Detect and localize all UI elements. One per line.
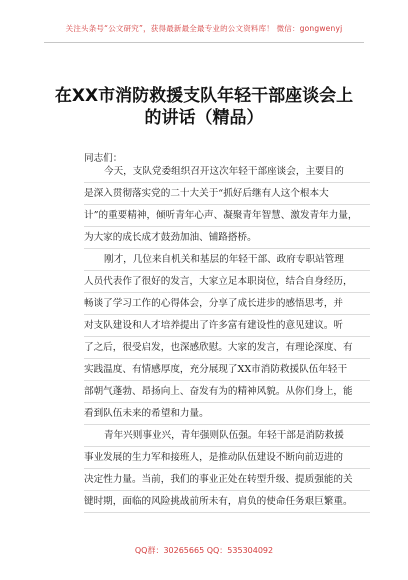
body-line [84, 468, 370, 491]
header-banner [44, 20, 364, 43]
body-line [84, 336, 370, 359]
body-line [84, 248, 370, 271]
body-line [84, 204, 370, 227]
body-line-text: 人员代表作了很好的发言，大家立足本职岗位，结合自身经历， [84, 276, 353, 287]
body-line [84, 182, 370, 205]
body-line [84, 358, 370, 381]
header-banner-text: 关注头条号“公文研究”，获得最新最全最专业的公文资料库！ 微信：gongwenyj [65, 24, 343, 33]
body-line-text: 实践温度、有情感厚度，充分展现了XX市消防救援队伍年轻干 [84, 364, 348, 375]
body-line-text: 畅谈了学习工作的心得体会，分享了成长进步的感悟思考，并 [84, 298, 344, 309]
body-line-text: 计”的重要精神，倾听青年心声、凝聚青年智慧、激发青年力量， [84, 210, 358, 221]
body-line-text: 部朝气蓬勃、昂扬向上、奋发有为的精神风貌。从你们身上，能 [84, 386, 353, 397]
body-line [84, 292, 370, 315]
body-line-text: 青年兴则事业兴，青年强则队伍强。年轻干部是消防救援 [104, 430, 344, 441]
body-line [84, 380, 370, 403]
body-line-text: 决定性力量。当前，我们的事业正处在转型升级、提质强能的关 [84, 474, 353, 485]
body-line-text: 为大家的成长成才鼓劲加油、铺路搭桥。 [84, 232, 257, 243]
body-line [84, 160, 370, 183]
body-line [84, 314, 370, 337]
body-line [84, 226, 370, 249]
body-line-text: 看到队伍未来的希望和力量。 [84, 408, 209, 419]
document-title-line-1: 在XX市消防救援支队年轻干部座谈会上 [54, 86, 354, 106]
body-line-text: 刚才，几位来自机关和基层的年轻干部、政府专职站管理 [104, 254, 344, 265]
body-line-text: 今天，支队党委组织召开这次年轻干部座谈会，主要目的 [104, 166, 344, 177]
body-line [84, 490, 370, 513]
body-line-text: 是深入贯彻落实党的二十大关于“抓好后继有人这个根本大 [84, 188, 329, 199]
footer-contact-text: QQ群：30265665 QQ：535304092 [134, 546, 274, 555]
body-line-text: 对支队建设和人才培养提出了许多富有建设性的意见建议。听 [84, 320, 344, 331]
body-line [84, 446, 370, 469]
document-title-line-2: 的讲话（精品） [144, 108, 264, 128]
body-line [84, 424, 370, 447]
body-line-text: 键时期，面临的风险挑战前所未有，肩负的使命任务艰巨繁重。 [84, 496, 353, 507]
body-line-text: 了之后，很受启发，也深感欣慰。大家的发言，有理论深度、有 [84, 342, 353, 353]
body-line [84, 270, 370, 293]
salutation: 同志们： [84, 153, 123, 164]
body-line-text: 事业发展的生力军和接班人，是推动队伍建设不断向前迈进的 [84, 452, 344, 463]
body-line [84, 402, 370, 425]
